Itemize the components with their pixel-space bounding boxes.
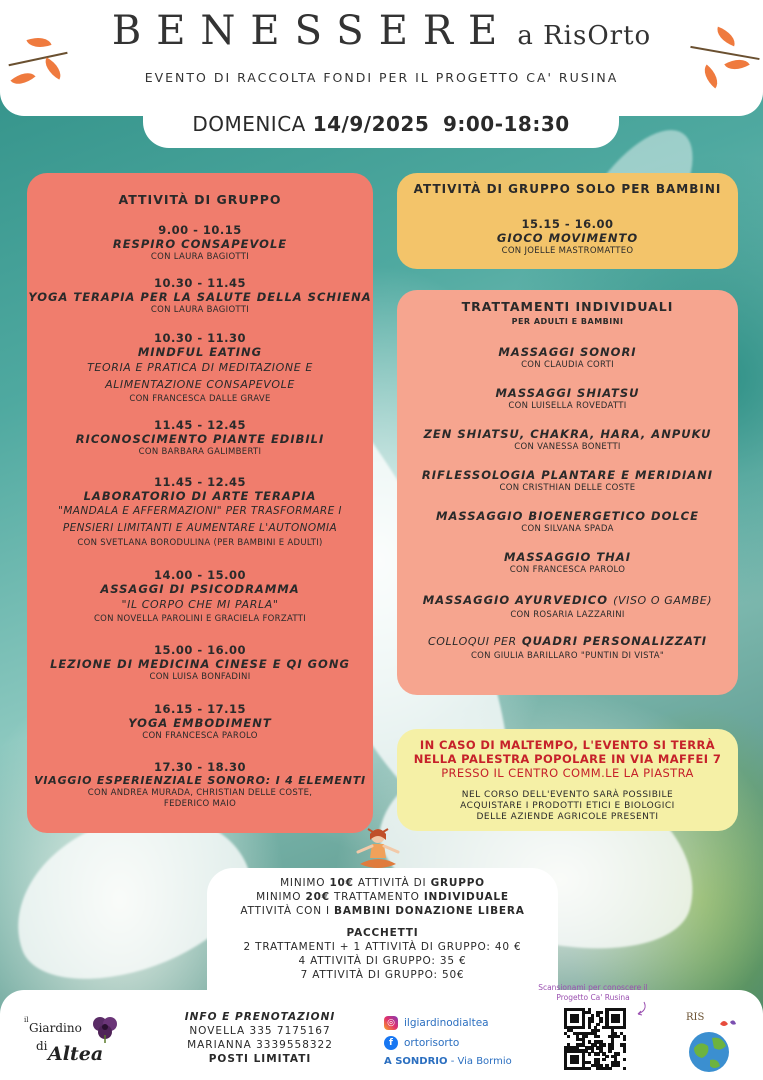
item-time: 10.30 - 11.45 xyxy=(153,276,247,290)
price-group xyxy=(207,876,558,890)
packets-title: PACCHETTI xyxy=(346,927,419,939)
prices-box xyxy=(207,868,558,992)
weather-line: IN CASO DI MALTEMPO, L'EVENTO SI TERRÀ xyxy=(419,738,716,752)
weather-notice xyxy=(397,738,738,780)
kids-activities-panel xyxy=(397,173,738,269)
individual-treatments-panel xyxy=(397,290,738,695)
treatment-host: CON ROSARIA LAZZARINI xyxy=(510,610,625,620)
individual-treatments-subtitle: PER ADULTI E BAMBINI xyxy=(511,317,624,326)
schedule-item xyxy=(27,276,373,315)
limited-seats: POSTI LIMITATI xyxy=(208,1053,312,1065)
logo-text: Giardino xyxy=(29,1021,82,1035)
treatment-extra: (VISO O GAMBE) xyxy=(613,594,713,607)
treatment-title: MASSAGGI SONORI xyxy=(498,345,637,359)
treatment-title: MASSAGGIO BIOENERGETICO DOLCE xyxy=(436,509,699,523)
group-activities-panel xyxy=(27,173,373,833)
qr-module xyxy=(585,1035,588,1038)
qr-code[interactable] xyxy=(564,1008,626,1070)
qr-module xyxy=(623,1038,626,1041)
qr-module xyxy=(596,1035,599,1038)
qr-module xyxy=(602,1043,605,1046)
schedule-item xyxy=(27,331,373,404)
item-time: 11.45 - 12.45 xyxy=(153,418,247,432)
qr-module xyxy=(567,1035,570,1038)
price-text: TRATTAMENTO xyxy=(333,891,420,903)
item-host: CON FRANCESCA PAROLO xyxy=(142,731,258,741)
price-amount: 20€ xyxy=(305,891,330,903)
qr-module xyxy=(617,1052,620,1055)
curved-arrow-icon xyxy=(630,1000,650,1020)
kids-activities-title: ATTIVITÀ DI GRUPPO SOLO PER BAMBINI xyxy=(413,182,722,196)
item-host: FEDERICO MAIO xyxy=(163,799,237,809)
instagram-icon: ◎ xyxy=(384,1016,398,1030)
price-kids xyxy=(207,904,558,918)
item-host: CON LAURA BAGIOTTI xyxy=(150,252,250,262)
risorto-earth-logo xyxy=(680,1016,738,1074)
item-host: CON LAURA BAGIOTTI xyxy=(150,305,250,315)
qr-module xyxy=(623,1058,626,1061)
treatment-host: CON SILVANA SPADA xyxy=(521,524,614,534)
risorto-logo-text: RIS xyxy=(686,1012,705,1023)
item-time: 17.30 - 18.30 xyxy=(153,760,247,774)
treatment-prefix: COLLOQUI PER xyxy=(427,635,517,648)
item-host: CON FRANCESCA DALLE GRAVE xyxy=(129,394,271,404)
giardino-altea-logo xyxy=(24,1015,144,1075)
item-title: RESPIRO CONSAPEVOLE xyxy=(112,237,288,251)
event-subtitle: EVENTO DI RACCOLTA FONDI PER IL PROGETTO CA' RUSINA xyxy=(144,70,619,85)
kids-item xyxy=(397,217,738,256)
price-text: ATTIVITÀ DI xyxy=(357,877,427,889)
meditating-woman-illustration xyxy=(346,826,410,874)
schedule-item xyxy=(27,475,373,548)
qr-module xyxy=(608,1067,611,1070)
qr-module xyxy=(596,1029,599,1032)
contact-phone[interactable]: MARIANNA 3339558322 xyxy=(187,1039,333,1051)
treatment-item xyxy=(397,509,738,534)
qr-module xyxy=(602,1058,605,1061)
item-host: CON SVETLANA BORODULINA (PER BAMBINI E ADULTI) xyxy=(77,538,323,548)
treatment-item xyxy=(397,386,738,411)
item-description: TEORIA E PRATICA DI MEDITAZIONE E xyxy=(87,361,313,374)
price-text: MINIMO xyxy=(256,891,302,903)
item-time: 15.00 - 16.00 xyxy=(153,643,247,657)
item-host: CON ANDREA MURADA, CHRISTIAN DELLE COSTE, xyxy=(87,788,313,798)
treatment-title: MASSAGGIO AYURVEDICO xyxy=(422,593,609,607)
address-street: - Via Bormio xyxy=(450,1056,512,1067)
qr-module xyxy=(623,1067,626,1070)
page-title xyxy=(0,8,763,54)
qr-module xyxy=(588,1067,591,1070)
treatment-item xyxy=(397,345,738,370)
treatment-title: MASSAGGI SHIATSU xyxy=(495,386,640,400)
weather-line: PRESSO IL CENTRO COMM.LE LA PIASTRA xyxy=(441,766,694,780)
item-title: LEZIONE DI MEDICINA CINESE E QI GONG xyxy=(50,657,350,671)
instagram-link[interactable] xyxy=(384,1013,512,1033)
item-title: MINDFUL EATING xyxy=(137,345,263,359)
flower-icon xyxy=(90,1015,120,1043)
treatment-item xyxy=(397,550,738,575)
treatment-host: CON VANESSA BONETTI xyxy=(514,442,621,452)
item-time: 10.30 - 11.30 xyxy=(153,331,247,345)
market-note-line: ACQUISTARE I PRODOTTI ETICI E BIOLOGICI xyxy=(460,801,675,811)
qr-module xyxy=(588,1052,591,1055)
facebook-link[interactable] xyxy=(384,1033,512,1053)
item-description: "IL CORPO CHE MI PARLA" xyxy=(121,598,279,611)
title-main: BENESSERE xyxy=(111,8,513,54)
price-amount: 10€ xyxy=(329,877,354,889)
info-contacts xyxy=(170,1010,350,1066)
item-description: PENSIERI LIMITANTI E AUMENTARE L'AUTONOMIA xyxy=(62,522,338,534)
price-individual xyxy=(207,890,558,904)
facebook-icon: f xyxy=(384,1036,398,1050)
treatment-title: MASSAGGIO THAI xyxy=(504,550,631,564)
schedule-item xyxy=(27,568,373,624)
qr-module xyxy=(596,1023,599,1026)
item-title: LABORATORIO DI ARTE TERAPIA xyxy=(83,489,317,503)
title-sub: a RisOrto xyxy=(517,21,652,51)
qr-caption-line: Scansionami per conoscere il xyxy=(538,983,648,992)
date: 14/9/2025 xyxy=(312,112,430,136)
qr-module xyxy=(591,1020,594,1023)
qr-module xyxy=(605,1055,608,1058)
date-prefix: DOMENICA xyxy=(192,112,306,136)
item-title: YOGA TERAPIA PER LA SALUTE DELLA SCHIENA xyxy=(28,290,372,304)
qr-module xyxy=(617,1035,620,1038)
item-time: 9.00 - 10.15 xyxy=(158,223,242,237)
item-time: 15.15 - 16.00 xyxy=(521,217,614,231)
market-note-line: DELLE AZIENDE AGRICOLE PRESENTI xyxy=(476,812,659,822)
treatment-host: CON GIULIA BARILLARO "PUNTIN DI VISTA" xyxy=(470,651,665,661)
item-host: CON BARBARA GALIMBERTI xyxy=(138,447,262,457)
treatment-title: QUADRI PERSONALIZZATI xyxy=(521,634,707,648)
address-city: A SONDRIO xyxy=(384,1056,448,1067)
schedule-item xyxy=(27,418,373,457)
social-links xyxy=(384,1013,512,1067)
treatment-title: ZEN SHIATSU, CHAKRA, HARA, ANPUKU xyxy=(423,427,712,441)
price-text: INDIVIDUALE xyxy=(423,891,509,903)
market-note-line: NEL CORSO DELL'EVENTO SARÀ POSSIBILE xyxy=(461,790,674,800)
packet-line: 4 ATTIVITÀ DI GRUPPO: 35 € xyxy=(298,955,467,967)
treatment-item xyxy=(397,468,738,493)
treatment-item xyxy=(397,427,738,452)
item-description: "MANDALA E AFFERMAZIONI" PER TRASFORMARE I xyxy=(58,505,342,517)
treatment-host: CON CRISTHIAN DELLE COSTE xyxy=(499,483,636,493)
instagram-handle[interactable]: ilgiardinodialtea xyxy=(404,1017,489,1029)
packet-line: 2 TRATTAMENTI + 1 ATTIVITÀ DI GRUPPO: 40 € xyxy=(243,941,522,953)
logo-text: Altea xyxy=(48,1043,104,1065)
qr-module xyxy=(599,1011,602,1014)
qr-module xyxy=(576,1020,579,1023)
price-text: GRUPPO xyxy=(430,877,485,889)
logo-text: il xyxy=(24,1016,29,1024)
schedule-item xyxy=(27,702,373,741)
time-range: 9:00-18:30 xyxy=(442,112,570,136)
item-host: CON LUISA BONFADINI xyxy=(149,672,251,682)
qr-module xyxy=(576,1061,579,1064)
weather-notice-panel xyxy=(397,729,738,831)
qr-module xyxy=(623,1049,626,1052)
item-time: 16.15 - 17.15 xyxy=(153,702,247,716)
price-text: ATTIVITÀ CON I xyxy=(240,905,330,917)
logo-text: di xyxy=(36,1039,48,1053)
date-banner xyxy=(143,100,619,148)
individual-treatments-title: TRATTAMENTI INDIVIDUALI xyxy=(461,299,674,314)
weather-line: NELLA PALESTRA POPOLARE IN VIA MAFFEI 7 xyxy=(413,752,722,766)
item-title: RICONOSCIMENTO PIANTE EDIBILI xyxy=(75,432,325,446)
item-title: VIAGGIO ESPERIENZIALE SONORO: I 4 ELEMENTI xyxy=(34,774,366,787)
schedule-item xyxy=(27,643,373,682)
treatment-host: CON LUISELLA ROVEDATTI xyxy=(508,401,627,411)
address xyxy=(384,1056,512,1067)
qr-caption-line: Progetto Ca' Rusina xyxy=(556,993,630,1002)
schedule-item xyxy=(27,760,373,809)
market-note xyxy=(397,790,738,823)
treatment-host: CON CLAUDIA CORTI xyxy=(521,360,614,370)
item-title: YOGA EMBODIMENT xyxy=(128,716,272,730)
info-title: INFO E PRENOTAZIONI xyxy=(184,1011,336,1023)
treatment-title: RIFLESSOLOGIA PLANTARE E MERIDIANI xyxy=(421,468,714,482)
price-text: BAMBINI DONAZIONE LIBERA xyxy=(334,905,525,917)
qr-module xyxy=(617,1064,620,1067)
treatment-item xyxy=(397,589,738,620)
qr-module xyxy=(608,1049,611,1052)
treatment-host: CON FRANCESCA PAROLO xyxy=(509,565,626,575)
item-host: CON NOVELLA PAROLINI E GRACIELA FORZATTI xyxy=(93,614,307,624)
qr-module xyxy=(599,1020,602,1023)
qr-module xyxy=(611,1046,614,1049)
contact-phone[interactable]: NOVELLA 335 7175167 xyxy=(189,1025,331,1037)
qr-module xyxy=(623,1026,626,1029)
group-activities-title: ATTIVITÀ DI GRUPPO xyxy=(118,192,282,207)
item-time: 11.45 - 12.45 xyxy=(153,475,247,489)
treatment-item xyxy=(397,630,738,661)
item-description: ALIMENTAZIONE CONSAPEVOLE xyxy=(105,378,295,391)
item-title: ASSAGGI DI PSICODRAMMA xyxy=(100,582,300,596)
qr-module xyxy=(617,1020,620,1023)
packet-line: 7 ATTIVITÀ DI GRUPPO: 50€ xyxy=(300,969,465,981)
facebook-handle[interactable]: ortorisorto xyxy=(404,1037,460,1049)
item-title: GIOCO MOVIMENTO xyxy=(496,231,639,245)
price-text: MINIMO xyxy=(280,877,326,889)
item-time: 14.00 - 15.00 xyxy=(153,568,247,582)
qr-module xyxy=(596,1052,599,1055)
qr-module xyxy=(582,1026,585,1029)
item-host: CON JOELLE MASTROMATTEO xyxy=(501,246,634,256)
schedule-item xyxy=(27,223,373,262)
